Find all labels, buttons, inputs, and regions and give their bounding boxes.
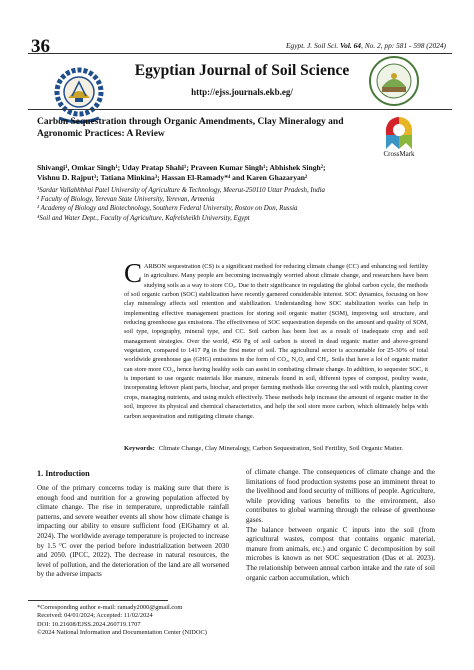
footnote-copyright: ©2024 National Information and Documentation Center (NIDOC) [37, 629, 207, 637]
body-column-left [37, 484, 229, 580]
footnote-dates: Received: 04/01/2024; Accepted: 11/02/2024 [37, 612, 153, 620]
keywords-label: Keywords: [124, 445, 155, 452]
header-rule-top [28, 53, 452, 54]
society-seal-icon [368, 55, 420, 107]
journal-url-link[interactable]: http://ejss.journals.ekb.eg/ [191, 87, 293, 97]
author-line: Shivangi¹, Omkar Singh¹; Uday Pratap Shahi¹; Praveen Kumar Singh¹; Abhishek Singh²; [37, 163, 326, 172]
footnote-doi[interactable]: DOI: 10.21608/EJSS.2024.260719.1707 [37, 620, 141, 628]
abstract-text: ARBON sequestration (CS) is a significant method for reducing climate change (CC) and enhancing soil fertility in agriculture. Many people are becoming increasingly worried about climate change, and researchers have been studying soils as a way to store CO₂. Due to their significance in regulating the global carbon cycle, the methods of soil organic carbon (SOC) stabilization have recently garnered considerable interest. SOC dynamics, focusing on how clay mineralogy affects soil retention and stabilization. Understanding how SOC stabilization works can help in implementing effective management practices for storing soil organic matter (SOM), improving soil structure, and reducing greenhouse gas emissions. The effectiveness of SOC sequestration depends on the amount and quality of SOM, soil type, topography, mineral type, and CC. Soil carbon has been lost as a result of inadequate crop and soil management strategies. Over the world, 456 Pg of soil carbon is stored in dead organic matter and above-ground vegetation, compared to 1417 Pg in the first meter of soil. The agricultural sector is accountable for 25-30% of total worldwide greenhouse gas (GHG) emissions in the form of CO₂, N₂O, and CH₄. Soils that have a lot of organic matter can store more CO₂, hence having healthy soils can assist in combating climate change. In addition, to sequester SOC, it is important to use organic materials like manure, minerals found in soil, different types of compost, poultry waste, incorporating leftover plant parts, biochar, and proper farming methods like covering the soil with mulch, planting cover crops, managing nutrients, and using mulch effectively. These methods help increase the amount of organic matter in the soil, improve its physical and chemical characteristics, and help the soil store more carbon, which ultimately helps with carbon sequestration and mitigating climate change. [124, 263, 428, 420]
author-list [37, 163, 437, 184]
footnote-email[interactable]: *Corresponding author e-mail: ramady2000@gmail.com [37, 604, 183, 611]
journal-citation [286, 41, 446, 50]
citation-prefix: Egypt. J. Soil Sci. [286, 41, 339, 50]
footnote-rule [28, 600, 168, 601]
abstract-dropcap: C [124, 258, 143, 288]
affiliation-list [37, 186, 457, 223]
abstract [124, 258, 428, 421]
crossmark-label: CrossMark [383, 150, 415, 158]
keywords [124, 444, 428, 453]
section-heading: 1. Introduction [37, 469, 90, 478]
keywords-text: Climate Change, Clay Mineralogy, Carbon Sequestration, Soil Fertility, Soil Organic Matter. [158, 445, 404, 452]
affiliation-item: ² Faculty of Biology, Yerevan State University, Yerevan, Armenia [37, 196, 215, 204]
body-paragraph: of climate change. The consequences of climate change and the limitations of food production systems pose an imminent threat to the livelihood and food security of millions of people. Agriculture, while providing various benefits to the environment, also contributes to global warming through the release of greenhouse gases. [246, 468, 435, 524]
header-rule-bottom [28, 109, 452, 110]
journal-title: Egyptian Journal of Soil Science [134, 62, 350, 79]
citation-rest: , No. 2, pp: 581 - 598 (2024) [361, 41, 446, 50]
citation-volume: Vol. 64 [340, 41, 361, 50]
page-number: 36 [31, 36, 50, 57]
article-title: Carbon Sequestration through Organic Amendments, Clay Mineralogy and Agronomic Practices: A Review [37, 117, 344, 140]
footnotes [37, 604, 437, 638]
body-paragraph: The balance between organic C inputs into the soil (from agricultural wastes, compost that contains organic material, manure from animals, etc.) and organic C decomposition by soil microbes is known as net SOC sequestration (Das et al. 2023). The relationship between annual carbon intake and the rate of soil organic carbon accumulation, which [246, 525, 435, 582]
affiliation-item: ⁴Soil and Water Dept., Faculty of Agriculture, Kafrelsheikh University, Egypt [37, 214, 250, 222]
affiliation-item: ¹Sardar Vallabhbhai Patel University of Agriculture & Technology, Meerut-250110 Uttar Pradesh, India [37, 187, 325, 194]
body-paragraph: One of the primary concerns today is making sure that there is enough food and nutrition for a growing population affected by climate change. The rise in temperature, unpredictable rainfall patterns, and severe weather events all show how climate change is impacting our ability to ensure sufficient food (ElGhamry et al. 2024). The worldwide average temperature is projected to increase by 1.5 °C over the period before industrialization between 2030 and 2050. (IPCC, 2022). The decrease in natural resources, the level of pollution, and the deterioration of the land are all worsened by the adverse impacts [37, 484, 229, 579]
body-column-right [246, 468, 435, 583]
affiliation-item: ³ Academy of Biology and Biotechnology, Southern Federal University, Rostov on Don, Russia [37, 205, 298, 213]
author-line: Vishnu D. Rajput³; Tatiana Minkina³; Hassan El-Ramady*⁴ and Karen Ghazaryan² [37, 173, 308, 183]
crossmark-icon[interactable] [384, 115, 414, 151]
